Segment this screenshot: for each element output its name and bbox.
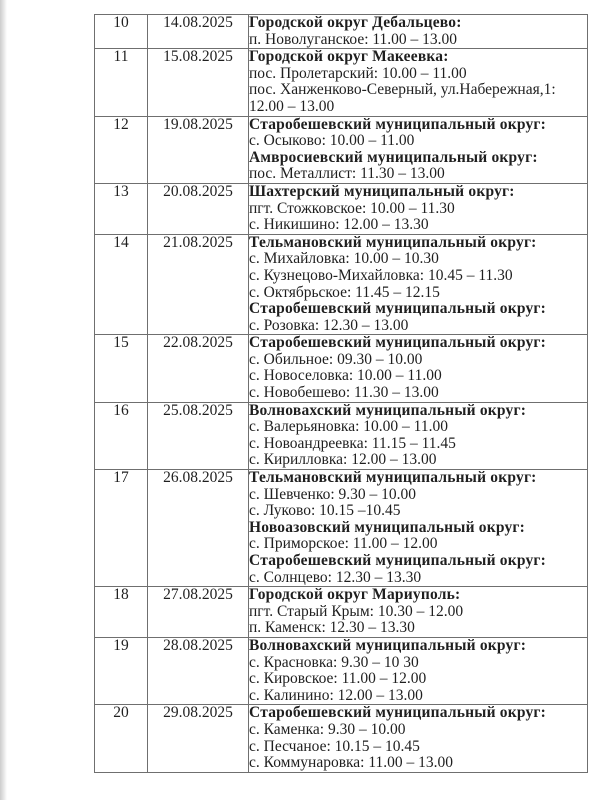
scan-edge-shadow	[0, 0, 7, 800]
schedule-cell	[249, 234, 588, 335]
district-heading: Тельмановский муниципальный округ:	[249, 469, 537, 487]
location-time-line: с. Калинино: 12.00 – 13.00	[249, 686, 423, 704]
schedule-table-body	[95, 15, 588, 773]
location-time-line: пос. Пролетарский: 10.00 – 11.00	[249, 64, 467, 82]
table-row	[95, 49, 588, 116]
row-number-cell: 15	[95, 335, 148, 402]
date-cell: 19.08.2025	[148, 116, 249, 183]
location-time-line: с. Приморское: 11.00 – 12.00	[249, 535, 438, 553]
location-time-line: с. Кировское: 11.00 – 12.00	[249, 670, 427, 688]
date-cell: 21.08.2025	[148, 234, 249, 335]
location-time-line: с. Кирилловка: 12.00 – 13.00	[249, 451, 437, 469]
schedule-cell	[249, 637, 588, 704]
location-time-line: с. Коммунаровка: 11.00 – 13.00	[249, 754, 454, 772]
location-time-line: с. Обильное: 09.30 – 10.00	[249, 350, 423, 368]
district-heading: Старобешевский муниципальный округ:	[249, 704, 547, 722]
district-heading: Шахтерский муниципальный округ:	[249, 183, 515, 200]
district-heading: Волновахский муниципальный округ:	[249, 402, 527, 419]
row-number-cell: 19	[95, 637, 148, 704]
row-number-cell: 14	[95, 234, 148, 335]
location-time-line: пос. Металлист: 11.30 – 13.00	[249, 165, 445, 183]
row-number-cell: 18	[95, 587, 148, 638]
row-number-cell: 11	[95, 49, 148, 116]
location-time-line: с. Новоандреевка: 11.15 – 11.45	[249, 434, 456, 452]
district-heading: Тельмановский муниципальный округ:	[249, 234, 537, 251]
date-cell: 22.08.2025	[148, 335, 249, 402]
location-time-line: с. Новобешево: 11.30 – 13.00	[249, 384, 439, 402]
district-heading: Городской округ Дебальцево:	[249, 14, 462, 31]
date-cell: 26.08.2025	[148, 470, 249, 587]
district-heading: Старобешевский муниципальный округ:	[249, 300, 547, 318]
table-row	[95, 234, 588, 335]
district-heading: Новоазовский муниципальный округ:	[249, 518, 526, 536]
location-time-line: с. Песчаное: 10.15 – 10.45	[249, 737, 420, 755]
row-number-cell: 12	[95, 116, 148, 183]
district-heading: Волновахский муниципальный округ:	[249, 637, 527, 654]
table-row	[95, 335, 588, 402]
table-row	[95, 15, 588, 49]
schedule-cell	[249, 335, 588, 402]
table-row	[95, 637, 588, 704]
table-row	[95, 705, 588, 772]
row-number-cell: 10	[95, 15, 148, 49]
schedule-cell	[249, 183, 588, 234]
schedule-cell	[249, 587, 588, 638]
schedule-cell	[249, 402, 588, 469]
location-time-line: с. Валерьяновка: 10.00 – 11.00	[249, 418, 448, 436]
district-heading: Амвросиевский муниципальный округ:	[249, 148, 538, 166]
location-time-line: пгт. Стожковское: 10.00 – 11.30	[249, 199, 455, 217]
row-number-cell: 20	[95, 705, 148, 772]
location-time-line: с. Кузнецово-Михайловка: 10.45 – 11.30	[249, 266, 513, 284]
location-time-line: с. Красновка: 9.30 – 10 30	[249, 653, 419, 671]
table-row	[95, 587, 588, 638]
date-cell: 15.08.2025	[148, 49, 249, 116]
date-cell: 20.08.2025	[148, 183, 249, 234]
location-time-line: пгт. Старый Крым: 10.30 – 12.00	[249, 602, 464, 620]
table-row	[95, 116, 588, 183]
location-time-line: с. Каменка: 9.30 – 10.00	[249, 720, 406, 738]
row-number-cell: 13	[95, 183, 148, 234]
district-heading: Городской округ Макеевка:	[249, 48, 449, 66]
location-time-line: с. Осыково: 10.00 – 11.00	[249, 132, 415, 150]
location-time-line: с. Розовка: 12.30 – 13.00	[249, 316, 409, 334]
location-time-line: с. Солнцево: 12.30 – 13.30	[249, 568, 422, 586]
date-cell: 14.08.2025	[148, 15, 249, 49]
location-time-line: с. Никишино: 12.00 – 13.30	[249, 216, 429, 234]
location-time-line: 12.00 – 13.00	[249, 97, 335, 115]
location-time-line: п. Каменск: 12.30 – 13.30	[249, 619, 415, 637]
location-time-line: с. Шевченко: 9.30 – 10.00	[249, 485, 417, 503]
schedule-cell	[249, 116, 588, 183]
date-cell: 27.08.2025	[148, 587, 249, 638]
district-heading: Старобешевский муниципальный округ:	[249, 334, 547, 352]
date-cell: 29.08.2025	[148, 705, 249, 772]
location-time-line: с. Новоселовка: 10.00 – 11.00	[249, 367, 442, 385]
table-row	[95, 183, 588, 234]
schedule-cell	[249, 49, 588, 116]
location-time-line: с. Михайловка: 10.00 – 10.30	[249, 250, 439, 268]
location-time-line: с. Октябрьское: 11.45 – 12.15	[249, 283, 440, 301]
row-number-cell: 16	[95, 402, 148, 469]
schedule-table	[94, 14, 588, 773]
district-heading: Городской округ Мариуполь:	[249, 586, 461, 604]
table-row	[95, 402, 588, 469]
location-time-line: п. Новолуганское: 11.00 – 13.00	[249, 30, 458, 48]
location-time-line: с. Луково: 10.15 –10.45	[249, 502, 401, 520]
table-row	[95, 470, 588, 587]
district-heading: Старобешевский муниципальный округ:	[249, 552, 547, 569]
row-number-cell: 17	[95, 470, 148, 587]
date-cell: 28.08.2025	[148, 637, 249, 704]
schedule-cell	[249, 470, 588, 587]
location-time-line: пос. Ханженково-Северный, ул.Набережная,1:	[249, 81, 556, 99]
district-heading: Старобешевский муниципальный округ:	[249, 116, 547, 133]
date-cell: 25.08.2025	[148, 402, 249, 469]
schedule-cell	[249, 15, 588, 49]
schedule-cell	[249, 705, 588, 772]
